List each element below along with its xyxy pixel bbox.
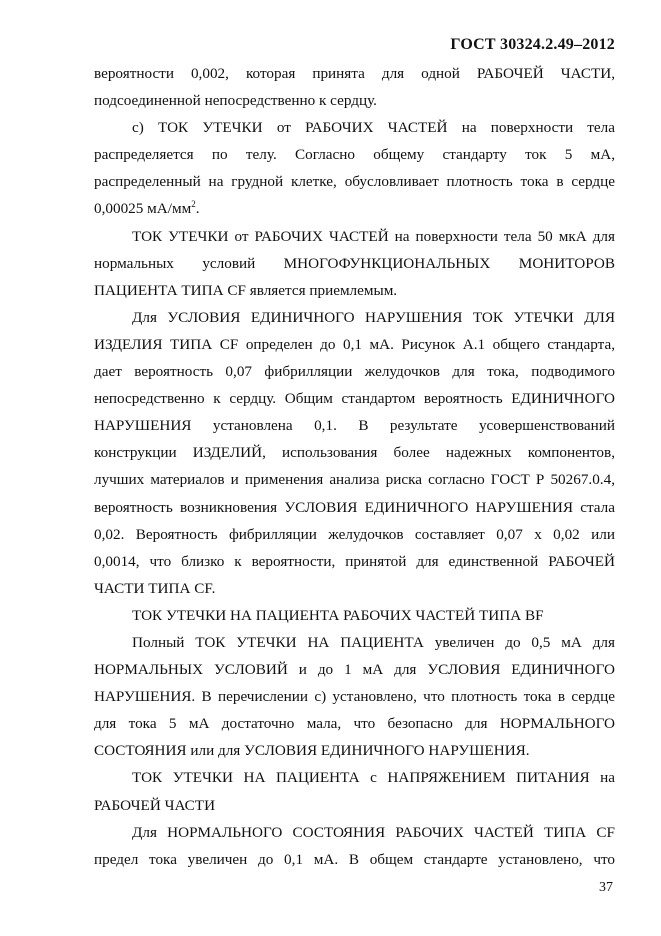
text-line-content: конструкции ИЗДЕЛИЙ, использования более надежных компонентов, [94, 444, 615, 462]
text-line [94, 195, 615, 222]
text-line [94, 304, 615, 331]
text-line [94, 141, 615, 168]
text-line [94, 494, 615, 521]
text-line-content: НАРУШЕНИЯ. В перечислении с) установлено, что плотность тока в сердце [94, 688, 615, 706]
text-line-content: РАБОЧЕЙ ЧАСТИ [94, 796, 216, 814]
text-line-content: ЧАСТИ ТИПА CF. [94, 579, 216, 597]
text-line-content: ТОК УТЕЧКИ НА ПАЦИЕНТА РАБОЧИХ ЧАСТЕЙ ТИПА BF [132, 606, 544, 624]
document-header: ГОСТ 30324.2.49–2012 [450, 36, 615, 53]
text-line-tail: . [195, 200, 200, 218]
text-line [94, 521, 615, 548]
text-line-content: распределенный на грудной клетке, обусловливает плотность тока в сердце [94, 173, 615, 191]
superscript: 2 [191, 199, 196, 210]
text-line [94, 710, 615, 737]
text-line [94, 602, 615, 629]
text-line [94, 764, 615, 791]
text-line-content: СОСТОЯНИЯ или для УСЛОВИЯ ЕДИНИЧНОГО НАРУШЕНИЯ. [94, 742, 530, 760]
text-line-content: вероятность возникновения УСЛОВИЯ ЕДИНИЧНОГО НАРУШЕНИЯ стала [94, 498, 615, 516]
document-body [94, 60, 615, 873]
text-line-content: нормальных условий МНОГОФУНКЦИОНАЛЬНЫХ МОНИТОРОВ [94, 254, 615, 272]
text-line-content: вероятности 0,002, которая принята для одной РАБОЧЕЙ ЧАСТИ, [94, 65, 615, 82]
text-line [94, 114, 615, 141]
text-line-content: дает вероятность 0,07 фибрилляции желудочков для тока, подводимого [94, 363, 615, 381]
text-line [94, 87, 615, 114]
text-line-content: распределяется по телу. Согласно общему стандарту ток 5 мА, [94, 146, 615, 164]
text-line [94, 250, 615, 277]
text-line [94, 629, 615, 656]
text-line [94, 412, 615, 439]
text-line [94, 575, 615, 602]
text-line-content: подсоединенной непосредственно к сердцу. [94, 92, 377, 110]
text-line [94, 846, 615, 873]
text-line-content: 0,02. Вероятность фибрилляции желудочков составляет 0,07 х 0,02 или [94, 525, 615, 543]
text-line-content: 0,0014, что близко к вероятности, принятой для единственной РАБОЧЕЙ [94, 552, 615, 570]
text-line [94, 819, 615, 846]
text-line [94, 168, 615, 195]
text-line [94, 385, 615, 412]
text-line [94, 656, 615, 683]
text-line [94, 331, 615, 358]
text-line-content: Для УСЛОВИЯ ЕДИНИЧНОГО НАРУШЕНИЯ ТОК УТЕЧКИ ДЛЯ [132, 308, 615, 326]
text-line-content: ПАЦИЕНТА ТИПА CF является приемлемым. [94, 281, 398, 299]
text-line-content: непосредственно к сердцу. Общим стандартом вероятность ЕДИНИЧНОГО [94, 390, 615, 408]
text-line-content: Полный ТОК УТЕЧКИ НА ПАЦИЕНТА увеличен до 0,5 мА для [132, 633, 615, 651]
text-line [94, 737, 615, 764]
text-line-content: ИЗДЕЛИЯ ТИПА CF определен до 0,1 мА. Рисунок А.1 общего стандарта, [94, 335, 615, 353]
text-line-content: НАРУШЕНИЯ установлена 0,1. В результате усовершенствований [94, 417, 615, 435]
text-line [94, 466, 615, 493]
text-line [94, 683, 615, 710]
text-line [94, 358, 615, 385]
text-line [94, 223, 615, 250]
text-line [94, 439, 615, 466]
text-line-content: ТОК УТЕЧКИ от РАБОЧИХ ЧАСТЕЙ на поверхности тела 50 мкА для [132, 227, 615, 245]
page-number: 37 [599, 880, 613, 895]
text-line-content: НОРМАЛЬНЫХ УСЛОВИЙ и до 1 мА для УСЛОВИЯ ЕДИНИЧНОГО [94, 661, 615, 679]
text-line-content: с) ТОК УТЕЧКИ от РАБОЧИХ ЧАСТЕЙ на поверхности тела [132, 119, 615, 137]
text-line-content: 0,00025 мА/мм [94, 200, 192, 218]
text-line-content: для тока 5 мА достаточно мала, что безопасно для НОРМАЛЬНОГО [94, 715, 615, 733]
text-line [94, 277, 615, 304]
text-line [94, 548, 615, 575]
text-line-content: предел тока увеличен до 0,1 мА. В общем стандарте установлено, что [94, 850, 615, 868]
text-line-content: ТОК УТЕЧКИ НА ПАЦИЕНТА с НАПРЯЖЕНИЕМ ПИТАНИЯ на [132, 769, 615, 787]
text-line [94, 792, 615, 819]
text-line-content: Для НОРМАЛЬНОГО СОСТОЯНИЯ РАБОЧИХ ЧАСТЕЙ ТИПА CF [132, 823, 615, 841]
text-line [94, 60, 615, 87]
text-line-content: лучших материалов и применения анализа риска согласно ГОСТ Р 50267.0.4, [94, 471, 615, 489]
